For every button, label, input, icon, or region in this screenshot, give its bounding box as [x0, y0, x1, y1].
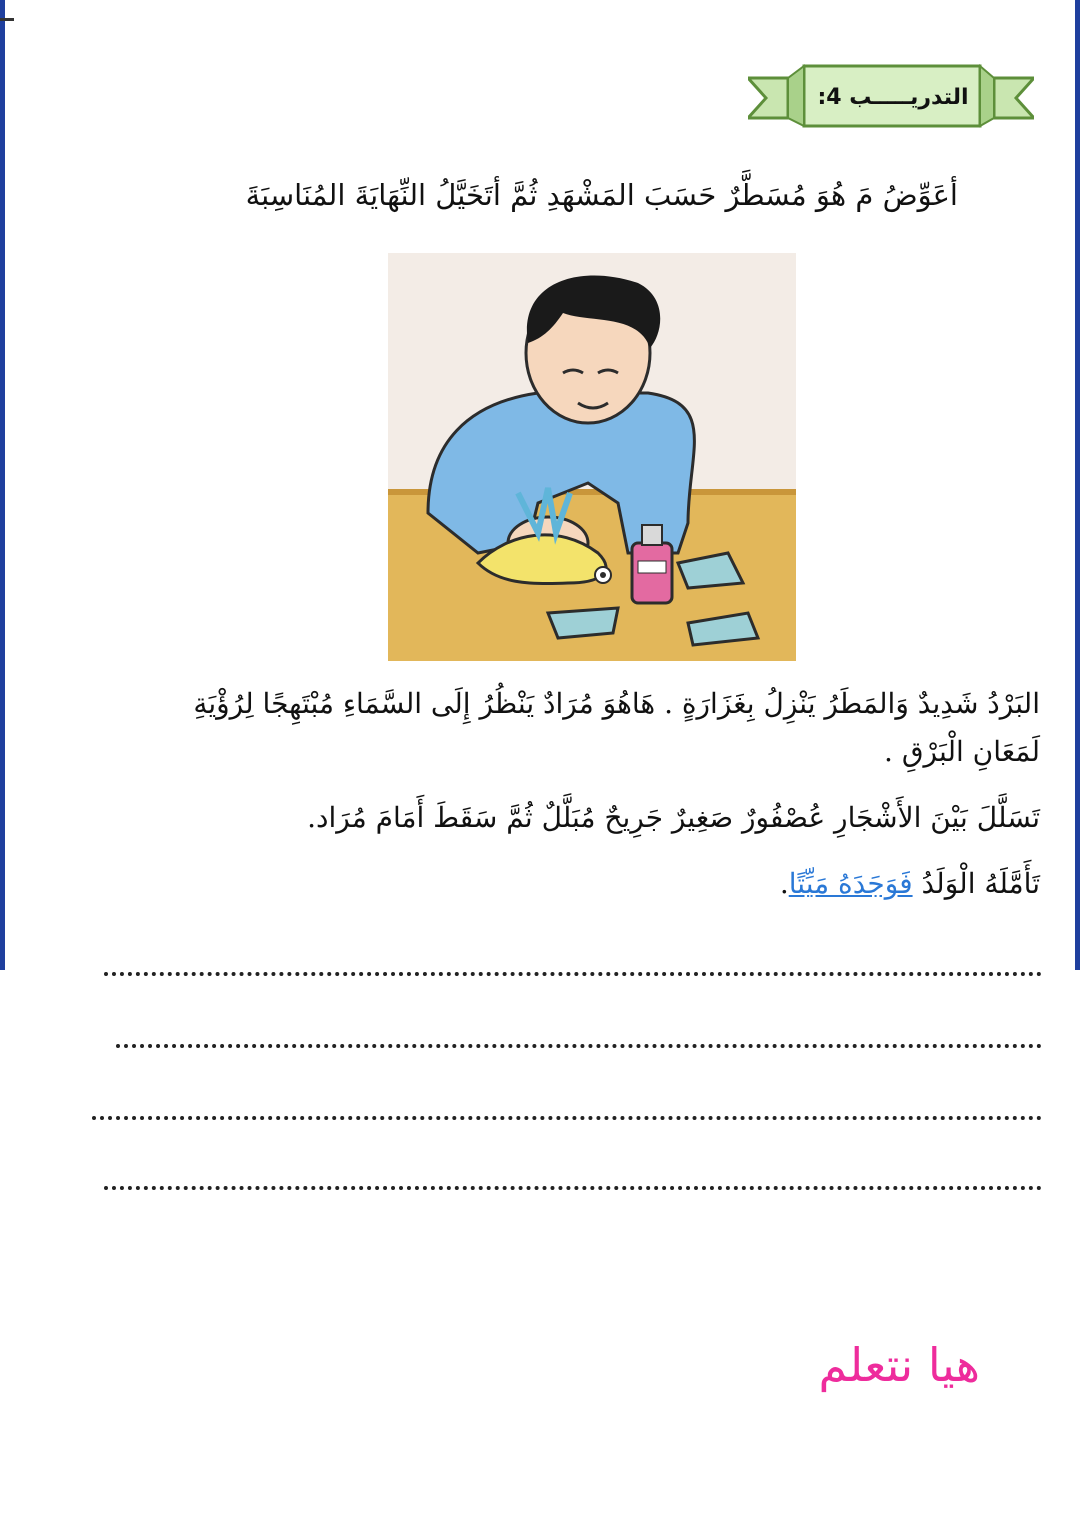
story-line-4-suffix: . — [779, 867, 789, 900]
boy-bird-illustration-icon — [388, 253, 796, 661]
answer-line-2[interactable] — [116, 1044, 1042, 1048]
underlined-phrase-link[interactable]: فَوَجَدَهُ مَيِّتًا — [788, 867, 913, 900]
answer-line-1[interactable] — [104, 972, 1042, 976]
instruction-text: أعَوِّضُ مَ هُوَ مُسَطَّرٌ حَسَبَ المَشْهَدِ ثُمَّ أتَخَيَّلُ النِّهَايَةَ المُنَاسِبَةَ — [245, 178, 958, 212]
story-line-4-prefix: تَأَمَّلَهُ الْوَلَدُ — [912, 867, 1040, 900]
story-line-2: لَمَعَانِ الْبَرْقِ . — [884, 735, 1040, 768]
exercise-label: التدريـــــب 4: — [817, 85, 969, 110]
story-text — [90, 680, 1040, 908]
answer-line-4[interactable] — [104, 1186, 1042, 1190]
page-border-left — [0, 0, 5, 970]
answer-line-3[interactable] — [92, 1116, 1042, 1120]
slogan-text: هيا نتعلم — [818, 1338, 980, 1392]
page-border-right — [1075, 0, 1080, 970]
corner-mark — [0, 18, 14, 21]
story-line-3: تَسَلَّلَ بَيْنَ الأَشْجَارِ عُصْفُورٌ صَغِيرٌ جَرِيحٌ مُبَلَّلٌ ثُمَّ سَقَطَ أَمَامَ مُرَاد. — [307, 801, 1040, 834]
story-line-1: البَرْدُ شَدِيدٌ وَالمَطَرُ يَنْزِلُ بِغَزَارَةٍ . هَاهُوَ مُرَادٌ يَنْظُرُ إِلَى السَّمَاءِ مُبْتَهِجًا لِرُؤْيَةِ — [193, 687, 1040, 720]
story-line-4 — [90, 860, 1040, 908]
